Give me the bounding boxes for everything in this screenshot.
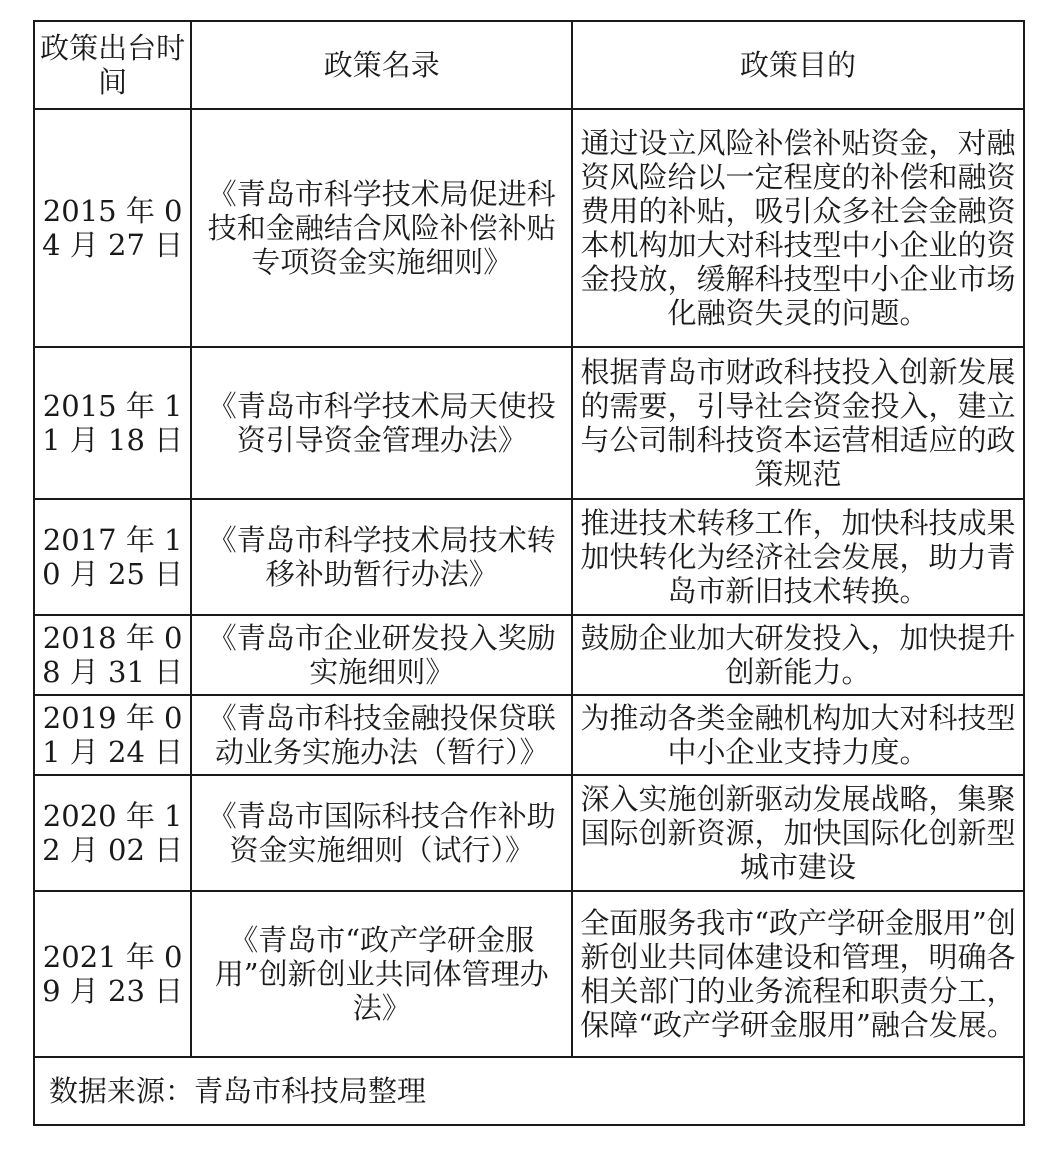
row-policy-name: 《青岛市科学技术局促进科技和金融结合风险补偿补贴专项资金实施细则》: [191, 109, 572, 347]
row-policy-name: 《青岛市科学技术局天使投资引导资金管理办法》: [191, 347, 572, 499]
table-row: [34, 499, 1024, 615]
row-policy-name: 《青岛市科学技术局技术转移补助暂行办法》: [191, 499, 572, 615]
table-row: [34, 891, 1024, 1057]
header-name: 政策名录: [191, 21, 572, 109]
table-header-row: [34, 21, 1024, 109]
table-row: [34, 695, 1024, 775]
row-date: 2018 年 08 月 31 日: [34, 615, 191, 695]
row-policy-purpose: 通过设立风险补偿补贴资金，对融资风险给以一定程度的补偿和融资费用的补贴，吸引众多社会金融资本机构加大对科技型中小企业的资金投放，缓解科技型中小企业市场化融资失灵的问题。: [572, 109, 1024, 347]
table-row: [34, 615, 1024, 695]
source-row: [34, 1057, 1024, 1125]
table-row: [34, 109, 1024, 347]
row-policy-name: 《青岛市国际科技合作补助资金实施细则（试行）》: [191, 775, 572, 891]
data-source-note: 数据来源：青岛市科技局整理: [34, 1057, 1024, 1125]
header-date: 政策出台时间: [34, 21, 191, 109]
row-date: 2020 年 12 月 02 日: [34, 775, 191, 891]
row-policy-purpose: 鼓励企业加大研发投入，加快提升创新能力。: [572, 615, 1024, 695]
row-policy-purpose: 根据青岛市财政科技投入创新发展的需要，引导社会资金投入，建立与公司制科技资本运营相适应的政策规范: [572, 347, 1024, 499]
policy-table: [33, 20, 1025, 1126]
row-date: 2017 年 10 月 25 日: [34, 499, 191, 615]
table-row: [34, 347, 1024, 499]
row-date: 2019 年 01 月 24 日: [34, 695, 191, 775]
row-policy-purpose: 全面服务我市“政产学研金服用”创新创业共同体建设和管理，明确各相关部门的业务流程和职责分工，保障“政产学研金服用”融合发展。: [572, 891, 1024, 1057]
table-row: [34, 775, 1024, 891]
row-policy-purpose: 深入实施创新驱动发展战略，集聚国际创新资源，加快国际化创新型城市建设: [572, 775, 1024, 891]
row-policy-purpose: 推进技术转移工作，加快科技成果加快转化为经济社会发展，助力青岛市新旧技术转换。: [572, 499, 1024, 615]
row-date: 2015 年 04 月 27 日: [34, 109, 191, 347]
header-purpose: 政策目的: [572, 21, 1024, 109]
row-policy-purpose: 为推动各类金融机构加大对科技型中小企业支持力度。: [572, 695, 1024, 775]
row-date: 2021 年 09 月 23 日: [34, 891, 191, 1057]
row-policy-name: 《青岛市“政产学研金服用”创新创业共同体管理办法》: [191, 891, 572, 1057]
row-date: 2015 年 11 月 18 日: [34, 347, 191, 499]
row-policy-name: 《青岛市企业研发投入奖励实施细则》: [191, 615, 572, 695]
row-policy-name: 《青岛市科技金融投保贷联动业务实施办法（暂行）》: [191, 695, 572, 775]
